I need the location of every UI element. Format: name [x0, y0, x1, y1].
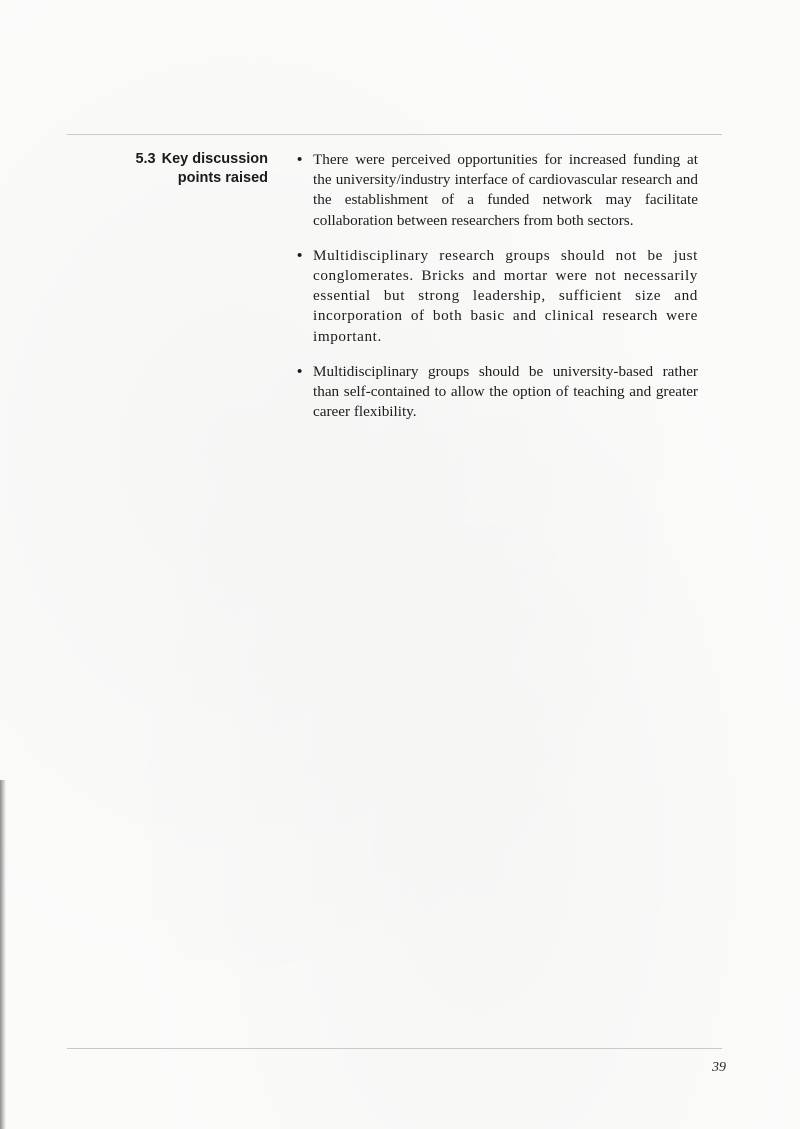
bottom-divider [67, 1048, 722, 1049]
section-number: 5.3 [135, 151, 156, 167]
bullet-icon: • [297, 151, 303, 168]
section-heading [120, 150, 268, 188]
bullet-icon: • [297, 246, 303, 264]
section-title-line-1: Key discussion [161, 151, 268, 167]
scan-edge-shadow [0, 780, 6, 1129]
page-number: 39 [712, 1060, 726, 1075]
section-title-line-2: points raised [177, 170, 268, 186]
top-divider [67, 134, 722, 135]
bullet-text: Multidisciplinary research groups should not be just conglomerates. Bricks and mortar were not necessarily essential but strong leadership, sufficient size and incorporation of both basic and clinical research were important. [313, 246, 698, 345]
bullet-item [297, 362, 698, 423]
bullet-item [297, 246, 698, 347]
bullet-icon: • [297, 362, 303, 380]
bullet-list [297, 150, 698, 437]
bullet-text: Multidisciplinary groups should be university-based rather than self-contained to allow the option of teaching and greater career flexibility. [313, 362, 698, 421]
bullet-item [297, 150, 698, 231]
section-heading-line-1 [120, 150, 268, 169]
bullet-text: There were perceived opportunities for increased funding at the university/industry interface of cardiovascular research and the establishment of a funded network may facilitate collaboration between researchers from both sectors. [313, 151, 698, 229]
